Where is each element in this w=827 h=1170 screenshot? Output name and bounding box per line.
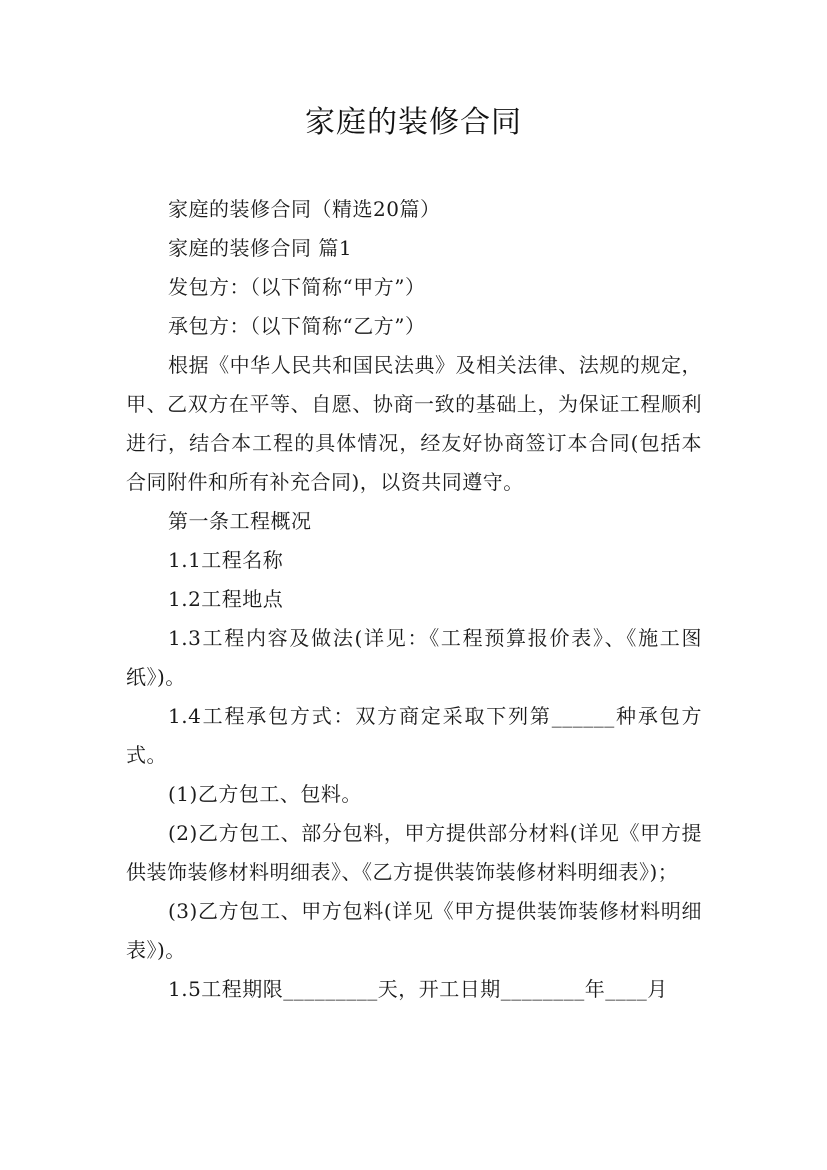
paragraph-option-2: (2)乙方包工、部分包料，甲方提供部分材料(详见《甲方提供装饰装修材料明细表》、《乙方提供装饰装修材料明细表》)； [126,821,702,884]
paragraph-article-1: 第一条工程概况 [168,509,312,533]
paragraph-project-content: 1.3工程内容及做法(详见：《工程预算报价表》、《施工图纸》)。 [126,626,702,689]
paragraph-preamble: 根据《中华人民共和国民法典》及相关法律、法规的规定，甲、乙双方在平等、自愿、协商一致的基础上，为保证工程顺利进行，结合本工程的具体情况，经友好协商签订本合同(包括本合同附件和所有补充合同)，以资共同遵守。 [126,353,702,494]
paragraph-project-period: 1.5工程期限_________天，开工日期________年____月 [168,977,668,1001]
paragraph-subtitle: 家庭的装修合同（精选20篇） [168,197,441,221]
paragraph-party-b: 承包方：（以下简称“乙方”） [168,314,426,338]
document-title: 家庭的装修合同 [305,105,522,140]
paragraph-option-1: (1)乙方包工、包料。 [168,782,362,806]
paragraph-project-location: 1.2工程地点 [168,587,284,611]
paragraph-party-a: 发包方：（以下简称“甲方”） [168,275,426,299]
paragraph-option-3: (3)乙方包工、甲方包料(详见《甲方提供装饰装修材料明细表》)。 [126,899,702,962]
paragraph-project-name: 1.1工程名称 [168,548,284,572]
paragraph-contract-method: 1.4工程承包方式：双方商定采取下列第______种承包方式。 [126,704,702,767]
document-body [126,190,702,1009]
paragraph-section-heading: 家庭的装修合同 篇1 [168,236,353,260]
